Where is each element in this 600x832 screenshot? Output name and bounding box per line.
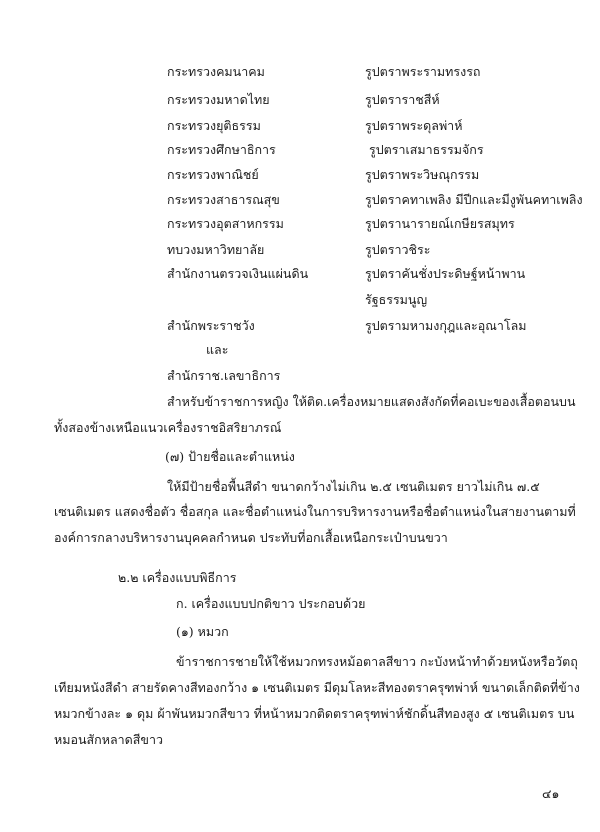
emblem-description: รูปตราวชิระ (365, 242, 431, 257)
emblem-description: รูปตราพระดุลพ่าห์ (365, 118, 463, 133)
paragraph-line: ทั้งสองข้างเหนือแนวเครื่องราชอิสริยาภรณ์ (54, 420, 282, 435)
last-office: สำนักราช.เลขาธิการ (167, 368, 281, 383)
list-item (0, 90, 600, 110)
ministry-name: ทบวงมหาวิทยาลัย (167, 242, 265, 257)
ministry-name: กระทรวงศึกษาธิการ (167, 142, 276, 157)
ministry-name: สำนักพระราชวัง (167, 318, 255, 333)
list-item (0, 240, 600, 260)
ministry-name: กระทรวงสาธารณสุข (167, 192, 280, 207)
ministry-name: กระทรวงอุตสาหกรรม (167, 216, 284, 231)
list-item (0, 140, 600, 160)
emblem-description: รูปตราพระวิษณุกรรม (365, 167, 480, 182)
paragraph-line: เซนติเมตร แสดงชื่อตัว ชื่อสกุล และชื่อตำแหน่งในการบริหารงานหรือชื่อตำแหน่งในสายงานตามที่ (54, 504, 576, 519)
emblem-description: รูปตราพระรามทรงรถ (365, 64, 481, 79)
list-item (0, 116, 600, 136)
list-item (0, 62, 600, 82)
emblem-description: รูปตราเสมาธรรมจักร (369, 142, 484, 157)
list-item (0, 264, 600, 284)
paragraph-line: หมวกข้างละ ๑ ดุม ผ้าพันหมวกสีขาว ที่หน้าหมวกติดตราครุฑพ่าห์ชักดิ้นสีทองสูง ๕ เซนติเมตร บน (54, 706, 575, 721)
ministry-name: กระทรวงพาณิชย์ (167, 167, 259, 182)
paragraph-line: เทียมหนังสีดำ สายรัดคางสีทองกว้าง ๑ เซนติเมตร มีดุมโลหะสีทองตราครุฑพ่าห์ ขนาดเล็กติดที่ข้าง (54, 680, 580, 695)
emblem-description-continued: รัฐธรรมนูญ (365, 292, 428, 307)
emblem-description: รูปตรานารายณ์เกษียรสมุทร (365, 216, 515, 231)
ministry-name: สำนักงานตรวจเงินแผ่นดิน (167, 266, 309, 281)
and-word: และ (206, 342, 229, 357)
paragraph-line: สำหรับข้าราชการหญิง ให้ติด.เครื่องหมายแสดงสังกัดที่คอเบะของเสื้อตอนบน (167, 394, 576, 409)
emblem-description: รูปตราคทาเพลิง มีปีกและมีงูพันคทาเพลิง (365, 192, 583, 207)
ministry-name: กระทรวงยุติธรรม (167, 118, 261, 133)
item-heading: (๑) หมวก (176, 624, 229, 639)
section-heading: ๒.๒ เครื่องแบบพิธีการ (118, 570, 237, 585)
section-heading: (๗) ป้ายชื่อและตำแหน่ง (165, 449, 295, 464)
paragraph-line: ให้มีป้ายชื่อพื้นสีดำ ขนาดกว้างไม่เกิน ๒.๕ เซนติเมตร ยาวไม่เกิน ๗.๕ (167, 479, 540, 494)
list-item (0, 290, 600, 310)
paragraph-line: ข้าราชการชายให้ใช้หมวกทรงหม้อตาลสีขาว กะบังหน้าทำด้วยหนังหรือวัตถุ (176, 654, 578, 669)
list-item (0, 316, 600, 336)
paragraph-line: องค์การกลางบริหารงานบุคคลกำหนด ประทับที่อกเสื้อเหนือกระเป๋าบนขวา (54, 530, 448, 545)
emblem-description: รูปตราคันชั่งประดิษฐ์หน้าพาน (365, 266, 526, 281)
ministry-name: กระทรวงคมนาคม (167, 64, 265, 79)
ministry-name: กระทรวงมหาดไทย (167, 92, 270, 107)
paragraph-line: หมอนสักหลาดสีขาว (54, 732, 163, 747)
list-item (0, 214, 600, 234)
list-item (0, 190, 600, 210)
emblem-description: รูปตรามหามงกุฎและอุณาโลม (365, 318, 527, 333)
list-item (0, 165, 600, 185)
emblem-description: รูปตราราชสีห์ (365, 92, 440, 107)
subsection-heading: ก. เครื่องแบบปกติขาว ประกอบด้วย (176, 596, 366, 611)
page-number: ๔๑ (542, 786, 560, 801)
